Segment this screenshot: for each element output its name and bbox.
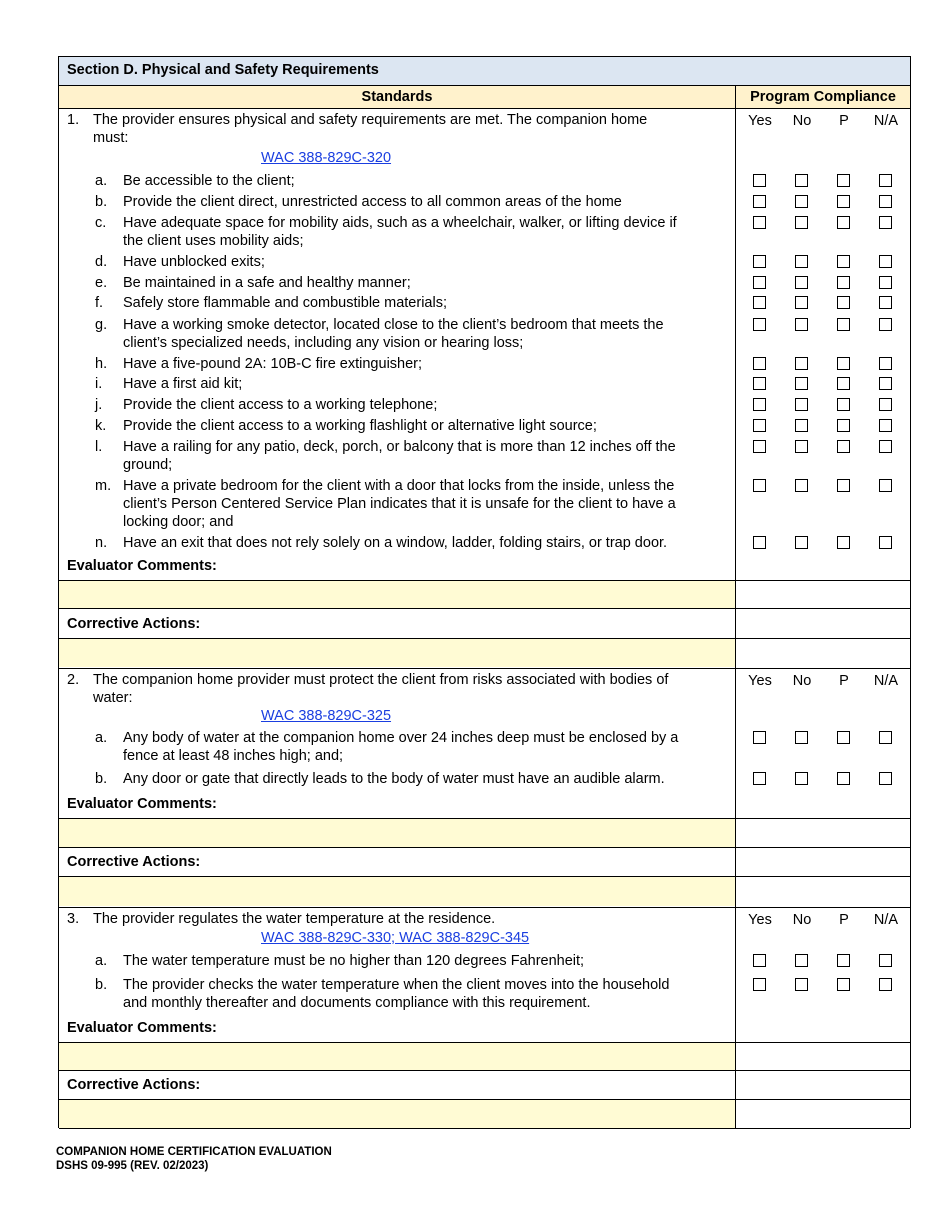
footer-form-number: DSHS 09-995 (REV. 02/2023) [56,1160,209,1172]
subitem-text: Have a five-pound 2A: 10B-C fire extinguisher; [123,356,423,372]
na-checkbox[interactable] [879,398,892,411]
corrective-actions-field[interactable] [59,1099,735,1128]
partial-checkbox[interactable] [837,255,850,268]
corrective-actions-label: Corrective Actions: [67,1077,201,1093]
subitem-letter: g. [95,317,108,333]
row-border [59,818,910,819]
subitem-text: The provider checks the water temperature when the client moves into the household [123,977,670,993]
yes-checkbox[interactable] [753,954,766,967]
subitem-text: fence at least 48 inches high; and; [123,748,344,764]
na-checkbox[interactable] [879,536,892,549]
partial-checkbox[interactable] [837,377,850,390]
yes-checkbox[interactable] [753,357,766,370]
subitem-text: Have an exit that does not rely solely on a window, ladder, folding stairs, or trap door. [123,535,668,551]
wac-link[interactable]: WAC 388-829C-325 [261,708,392,724]
no-checkbox[interactable] [795,318,808,331]
na-checkbox[interactable] [879,772,892,785]
subitem-letter: d. [95,254,108,270]
yes-checkbox[interactable] [753,276,766,289]
no-checkbox[interactable] [795,216,808,229]
partial-checkbox[interactable] [837,296,850,309]
na-checkbox[interactable] [879,419,892,432]
wac-link[interactable]: WAC 388-829C-320 [261,150,392,166]
subitem-text: Safely store flammable and combustible materials; [123,295,447,311]
evaluator-comments-field[interactable] [59,818,735,847]
evaluator-comments-field[interactable] [59,1042,735,1070]
compliance-option-label: No [792,673,812,689]
yes-checkbox[interactable] [753,255,766,268]
table-top-border [59,56,910,57]
row-border [59,1070,910,1071]
subitem-letter: f. [95,295,104,311]
partial-checkbox[interactable] [837,440,850,453]
subitem-text: Any body of water at the companion home over 24 inches deep must be enclosed by a [123,730,679,746]
subitem-text: locking door; and [123,514,234,530]
yes-checkbox[interactable] [753,419,766,432]
item-text: The provider ensures physical and safety requirements are met. The companion home [93,112,648,128]
row-border [59,668,910,669]
subitem-letter: e. [95,275,108,291]
yes-checkbox[interactable] [753,398,766,411]
evaluator-comments-label: Evaluator Comments: [67,796,217,812]
corrective-actions-label: Corrective Actions: [67,616,201,632]
item-number: 1. [67,112,80,128]
partial-checkbox[interactable] [837,276,850,289]
no-checkbox[interactable] [795,296,808,309]
compliance-option-label: N/A [873,113,899,129]
partial-checkbox[interactable] [837,318,850,331]
compliance-option-label: P [839,113,849,129]
section-header-border [59,85,910,86]
yes-checkbox[interactable] [753,195,766,208]
compliance-option-label: No [792,912,812,928]
corrective-actions-field[interactable] [59,638,735,667]
corrective-actions-field[interactable] [59,876,735,906]
compliance-option-label: N/A [873,673,899,689]
row-border [59,608,910,609]
item-number: 3. [67,911,80,927]
no-checkbox[interactable] [795,731,808,744]
item-text: The companion home provider must protect the client from risks associated with bodies of [93,672,669,688]
subitem-text: Any door or gate that directly leads to the body of water must have an audible alarm. [123,771,665,787]
yes-checkbox[interactable] [753,296,766,309]
row-border [59,847,910,848]
partial-checkbox[interactable] [837,731,850,744]
subitem-letter: l. [95,439,103,455]
na-checkbox[interactable] [879,479,892,492]
na-checkbox[interactable] [879,276,892,289]
row-border [59,1128,910,1129]
yes-checkbox[interactable] [753,318,766,331]
no-checkbox[interactable] [795,419,808,432]
compliance-option-label: No [792,113,812,129]
yes-checkbox[interactable] [753,536,766,549]
subitem-letter: b. [95,977,108,993]
compliance-option-label: Yes [748,673,772,689]
subitem-text: Provide the client access to a working flashlight or alternative light source; [123,418,597,434]
subitem-text: Have a railing for any patio, deck, porch, or balcony that is more than 12 inches off the [123,439,676,455]
subitem-text: Provide the client direct, unrestricted access to all common areas of the home [123,194,622,210]
row-border [59,907,910,908]
subitem-text: Have adequate space for mobility aids, such as a wheelchair, walker, or lifting device if [123,215,677,231]
column-divider [735,86,736,1128]
partial-checkbox[interactable] [837,772,850,785]
yes-checkbox[interactable] [753,174,766,187]
subitem-letter: m. [95,478,112,494]
subitem-text: Have a working smoke detector, located close to the client’s bedroom that meets the [123,317,664,333]
yes-checkbox[interactable] [753,479,766,492]
partial-checkbox[interactable] [837,216,850,229]
na-checkbox[interactable] [879,731,892,744]
subitem-letter: j. [95,397,103,413]
subitem-letter: i. [95,376,103,392]
yes-checkbox[interactable] [753,440,766,453]
na-checkbox[interactable] [879,296,892,309]
compliance-option-label: N/A [873,912,899,928]
subitem-text: Have a private bedroom for the client with a door that locks from the inside, unless the [123,478,675,494]
no-checkbox[interactable] [795,536,808,549]
item-number: 2. [67,672,80,688]
table-left-border [58,56,59,1128]
partial-checkbox[interactable] [837,479,850,492]
footer [56,1145,332,1173]
na-checkbox[interactable] [879,255,892,268]
partial-checkbox[interactable] [837,195,850,208]
subitem-text: Have a first aid kit; [123,376,243,392]
compliance-option-label: P [839,912,849,928]
evaluator-comments-label: Evaluator Comments: [67,1020,217,1036]
na-checkbox[interactable] [879,377,892,390]
subitem-text: ground; [123,457,173,473]
subitem-letter: h. [95,356,108,372]
compliance-header: Program Compliance [750,89,896,105]
na-checkbox[interactable] [879,440,892,453]
subitem-text: and monthly thereafter and documents compliance with this requirement. [123,995,591,1011]
yes-checkbox[interactable] [753,772,766,785]
yes-checkbox[interactable] [753,216,766,229]
no-checkbox[interactable] [795,195,808,208]
subitem-text: Provide the client access to a working telephone; [123,397,438,413]
corrective-actions-label: Corrective Actions: [67,854,201,870]
item-text: water: [93,690,133,706]
subitem-text: Be accessible to the client; [123,173,295,189]
no-checkbox[interactable] [795,398,808,411]
row-border [59,876,910,877]
compliance-option-label: Yes [748,912,772,928]
wac-link[interactable]: WAC 388-829C-330; WAC 388-829C-345 [261,930,530,946]
row-border [59,1099,910,1100]
na-checkbox[interactable] [879,357,892,370]
subitem-letter: a. [95,173,108,189]
na-checkbox[interactable] [879,318,892,331]
item-text: must: [93,130,129,146]
row-border [59,638,910,639]
subitem-text: Have unblocked exits; [123,254,265,270]
no-checkbox[interactable] [795,978,808,991]
no-checkbox[interactable] [795,479,808,492]
column-header-border [59,108,910,109]
no-checkbox[interactable] [795,440,808,453]
yes-checkbox[interactable] [753,978,766,991]
na-checkbox[interactable] [879,978,892,991]
evaluator-comments-label: Evaluator Comments: [67,558,217,574]
partial-checkbox[interactable] [837,954,850,967]
compliance-option-label: P [839,673,849,689]
footer-form-title: COMPANION HOME CERTIFICATION EVALUATION [56,1146,332,1158]
na-checkbox[interactable] [879,195,892,208]
no-checkbox[interactable] [795,772,808,785]
table-right-border [910,56,911,1128]
partial-checkbox[interactable] [837,978,850,991]
subitem-letter: a. [95,953,108,969]
no-checkbox[interactable] [795,377,808,390]
no-checkbox[interactable] [795,174,808,187]
na-checkbox[interactable] [879,216,892,229]
subitem-letter: a. [95,730,108,746]
subitem-letter: n. [95,535,108,551]
subitem-letter: b. [95,771,108,787]
compliance-option-label: Yes [748,113,772,129]
subitem-text: Be maintained in a safe and healthy manner; [123,275,411,291]
yes-checkbox[interactable] [753,377,766,390]
item-text: The provider regulates the water temperature at the residence. [93,911,496,927]
no-checkbox[interactable] [795,954,808,967]
section-title: Section D. Physical and Safety Requirements [67,62,379,78]
no-checkbox[interactable] [795,276,808,289]
no-checkbox[interactable] [795,255,808,268]
yes-checkbox[interactable] [753,731,766,744]
subitem-letter: b. [95,194,108,210]
subitem-text: the client uses mobility aids; [123,233,304,249]
subitem-text: client’s Person Centered Service Plan indicates that it is unsafe for the client to have a [123,496,676,512]
partial-checkbox[interactable] [837,419,850,432]
partial-checkbox[interactable] [837,536,850,549]
na-checkbox[interactable] [879,954,892,967]
evaluator-comments-field[interactable] [59,580,735,608]
subitem-text: client’s specialized needs, including any vision or hearing loss; [123,335,524,351]
no-checkbox[interactable] [795,357,808,370]
na-checkbox[interactable] [879,174,892,187]
partial-checkbox[interactable] [837,357,850,370]
subitem-text: The water temperature must be no higher than 120 degrees Fahrenheit; [123,953,585,969]
standards-header: Standards [361,89,433,105]
partial-checkbox[interactable] [837,174,850,187]
partial-checkbox[interactable] [837,398,850,411]
row-border [59,1042,910,1043]
row-border [59,580,910,581]
subitem-letter: c. [95,215,107,231]
subitem-letter: k. [95,418,107,434]
